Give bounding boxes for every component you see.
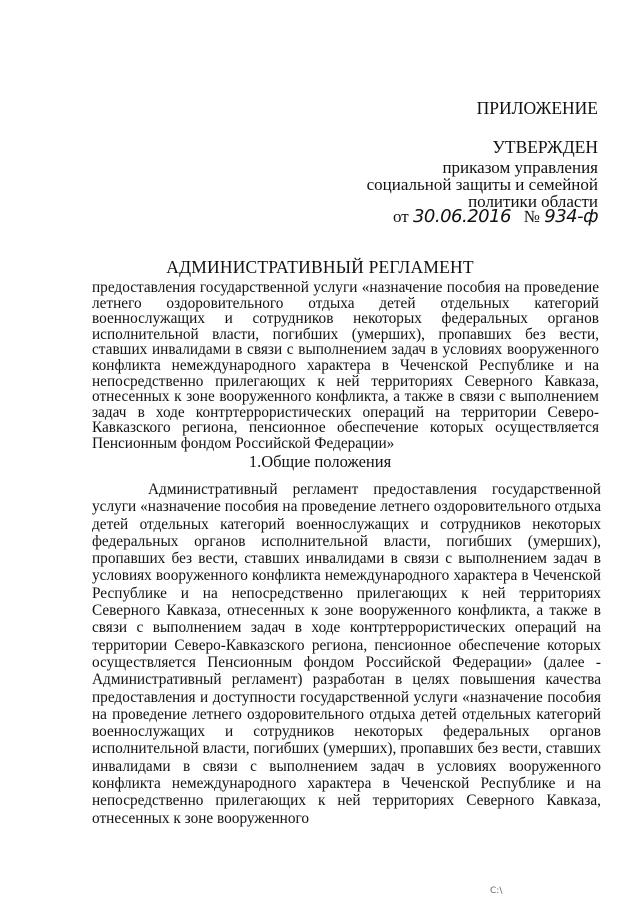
order-line-1: приказом управления	[442, 158, 598, 177]
date-prefix: от	[392, 207, 409, 226]
title-preamble: предоставления государственной услуги «назначение пособия на проведение летнего оздоровительного отдыха детей отдельных категорий военнослужащих и сотрудников некоторых федеральных органов исполнительной власти, погибших (умерших), пропавших без вести, ставших инвалидами в связи с выполнением задач в условиях вооруженного конфликта немеждународного характера в Чеченской Республике и на непосредственно прилегающих к ней территориях Северного Кавказа, отнесенных к зоне вооруженного конфликта, а также в связи с выполнением задач в ходе контртеррористических операций на территории Северо-Кавказского региона, пенсионное обеспечение которых осуществляется Пенсионным фондом Российской Федерации»	[92, 279, 599, 452]
order-date-number-line	[0, 206, 598, 227]
appendix-heading: ПРИЛОЖЕНИЕ	[476, 98, 598, 118]
document-title: АДМИНИСТРАТИВНЫЙ РЕГЛАМЕНТ	[166, 257, 474, 277]
order-line-2: социальной защиты и семейной	[366, 175, 598, 194]
number-prefix: №	[523, 207, 540, 226]
approved-heading: УТВЕРЖДЕН	[492, 137, 598, 157]
handwritten-number: 934-ф	[544, 206, 598, 227]
section-title: 1.Общие положения	[248, 452, 392, 471]
page-footer-mark: C:\	[490, 886, 503, 896]
order-line-3: политики области	[468, 192, 598, 211]
handwritten-date: 30.06.2016	[412, 206, 512, 227]
body-paragraph: Административный регламент предоставления государственной услуги «назначение пособия на проведение летнего оздоровительного отдыха детей отдельных категорий военнослужащих и сотрудников некоторых федеральных органов исполнительной власти, погибших (умерших), пропавших без вести, ставших инвалидами в связи с выполнением задач в условиях вооруженного конфликта немеждународного характера в Чеченской Республике и на непосредственно прилегающих к ней территориях Северного Кавказа, отнесенных к зоне вооруженного конфликта, а также в связи с выполнением задач в ходе контртеррористических операций на территории Северо-Кавказского региона, пенсионное обеспечение которых осуществляется Пенсионным фондом Российской Федерации» (далее - Административный регламент) разработан в целях повышения качества предоставления и доступности государственной услуги «назначение пособия на проведение летнего оздоровительного отдыха детей отдельных категорий военнослужащих и сотрудников некоторых федеральных органов исполнительной власти, погибших (умерших), пропавших без вести, ставших инвалидами в связи с выполнением задач в условиях вооруженного конфликта немеждународного характера в Чеченской Республике и на непосредственно прилегающих к ней территориях Северного Кавказа, отнесенных к зоне вооруженного	[92, 481, 601, 827]
